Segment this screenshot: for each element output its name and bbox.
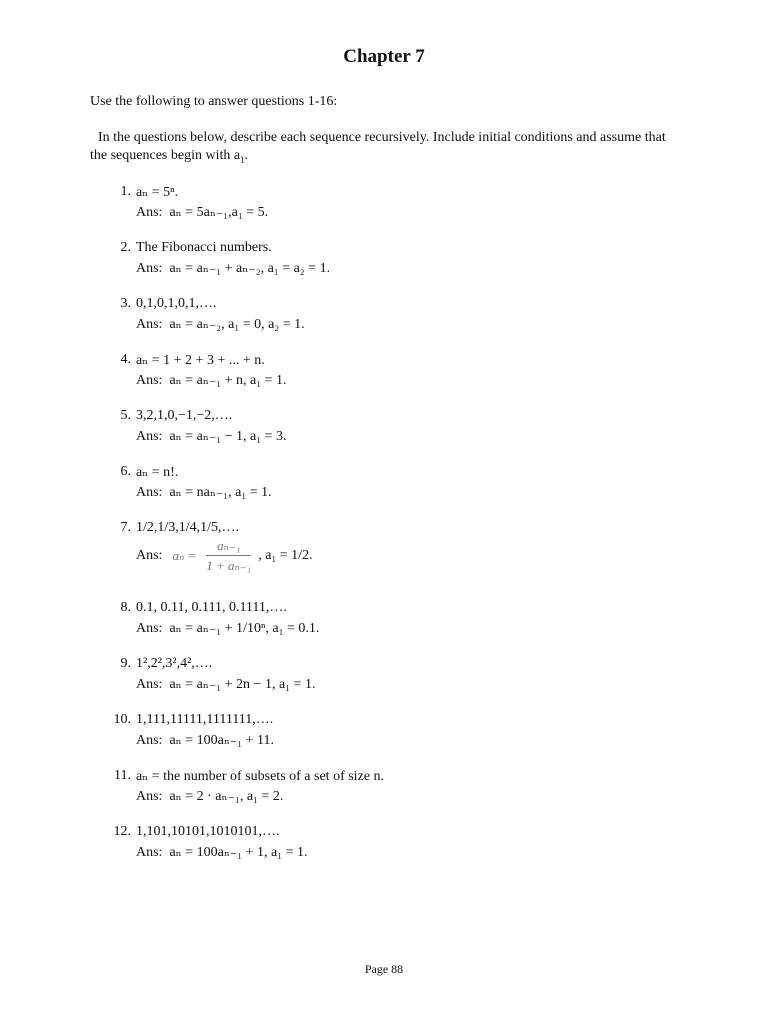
answer-line bbox=[136, 538, 313, 574]
question-text: 0.1, 0.11, 0.111, 0.1111,…. bbox=[136, 600, 287, 615]
question-number: 11. bbox=[114, 768, 131, 783]
question-text: 0,1,0,1,0,1,…. bbox=[136, 296, 217, 311]
answer-text: aₙ = aₙ₋₁ + n, a₁ = 1. bbox=[169, 373, 287, 388]
answer-label: Ans: bbox=[136, 733, 163, 748]
answer-label: Ans: bbox=[136, 205, 163, 220]
instructions-text: In the questions below, describe each sequence recursively. Include initial conditions and assume that the sequences begin with a bbox=[90, 130, 666, 163]
question-number: 3. bbox=[120, 296, 131, 311]
question-number: 12. bbox=[113, 824, 131, 839]
answer-label: Ans: bbox=[136, 789, 163, 804]
answer-line bbox=[136, 484, 272, 501]
fraction-lhs: aₙ = bbox=[172, 548, 197, 563]
intro-line: Use the following to answer questions 1-16: bbox=[90, 94, 338, 109]
page-number: Page 88 bbox=[364, 962, 404, 976]
answer-line bbox=[136, 620, 319, 637]
answer-text: aₙ = 5aₙ₋₁,a₁ = 5. bbox=[169, 205, 269, 220]
answer-label: Ans: bbox=[136, 845, 163, 860]
instructions-paragraph bbox=[90, 129, 670, 169]
fraction-denominator: 1 + aₙ₋₁ bbox=[206, 558, 252, 573]
answer-label: Ans: bbox=[136, 429, 163, 444]
question-number: 4. bbox=[120, 352, 131, 367]
answer-label: Ans: bbox=[136, 373, 163, 388]
question-text: aₙ = 5ⁿ. bbox=[136, 185, 179, 200]
answer-line bbox=[136, 844, 308, 861]
question-number: 10. bbox=[113, 712, 131, 727]
chapter-title: Chapter 7 bbox=[343, 46, 425, 67]
question-text: aₙ = n!. bbox=[136, 465, 179, 480]
answer-line bbox=[136, 372, 287, 389]
answer-line bbox=[136, 732, 274, 749]
question-text: 1²,2²,3²,4²,…. bbox=[136, 656, 213, 671]
question-text: 1,111,11111,1111111,…. bbox=[136, 712, 274, 727]
question-number: 5. bbox=[120, 408, 131, 423]
question-number: 9. bbox=[120, 656, 131, 671]
answer-text: aₙ = 100aₙ₋₁ + 11. bbox=[169, 733, 275, 748]
answer-line bbox=[136, 316, 305, 333]
answer-text: aₙ = aₙ₋₁ − 1, a₁ = 3. bbox=[169, 429, 287, 444]
fraction-numerator: aₙ₋₁ bbox=[206, 538, 251, 556]
answer-label: Ans: bbox=[136, 677, 163, 692]
question-text: aₙ = 1 + 2 + 3 + ... + n. bbox=[136, 353, 265, 368]
answer-label: Ans: bbox=[136, 548, 163, 564]
answer-text: aₙ = aₙ₋₁ + aₙ₋₂, a₁ = a₂ = 1. bbox=[169, 261, 331, 276]
instructions-subscript: 1 bbox=[240, 154, 245, 165]
instructions-end: . bbox=[244, 148, 249, 163]
answer-line bbox=[136, 676, 315, 693]
question-text: aₙ = the number of subsets of a set of size n. bbox=[136, 769, 385, 784]
question-number: 6. bbox=[120, 464, 131, 479]
answer-text: aₙ = 2 · aₙ₋₁, a₁ = 2. bbox=[169, 789, 284, 804]
answer-line bbox=[136, 428, 287, 445]
answer-text: aₙ = naₙ₋₁, a₁ = 1. bbox=[169, 485, 272, 500]
question-number: 7. bbox=[120, 520, 131, 535]
question-number: 8. bbox=[120, 600, 131, 615]
answer-label: Ans: bbox=[136, 621, 163, 636]
answer-text: aₙ = 100aₙ₋₁ + 1, a₁ = 1. bbox=[169, 845, 308, 860]
answer-label: Ans: bbox=[136, 261, 163, 276]
question-text: 1,101,10101,1010101,…. bbox=[136, 824, 280, 839]
answer-text: aₙ = aₙ₋₂, a₁ = 0, a₂ = 1. bbox=[169, 317, 305, 332]
question-text: 1/2,1/3,1/4,1/5,…. bbox=[136, 520, 240, 535]
question-number: 2. bbox=[120, 240, 131, 255]
answer-line bbox=[136, 260, 330, 277]
answer-line bbox=[136, 204, 268, 221]
answer-line bbox=[136, 788, 283, 805]
answer-label: Ans: bbox=[136, 317, 163, 332]
answer-text: , a₁ = 1/2. bbox=[258, 548, 313, 564]
fraction bbox=[206, 538, 251, 574]
question-text: 3,2,1,0,−1,−2,…. bbox=[136, 408, 233, 423]
question-text: The Fibonacci numbers. bbox=[136, 240, 272, 255]
answer-text: aₙ = aₙ₋₁ + 2n − 1, a₁ = 1. bbox=[169, 677, 316, 692]
question-number: 1. bbox=[120, 184, 131, 199]
answer-label: Ans: bbox=[136, 485, 163, 500]
answer-text: aₙ = aₙ₋₁ + 1/10ⁿ, a₁ = 0.1. bbox=[169, 621, 320, 636]
